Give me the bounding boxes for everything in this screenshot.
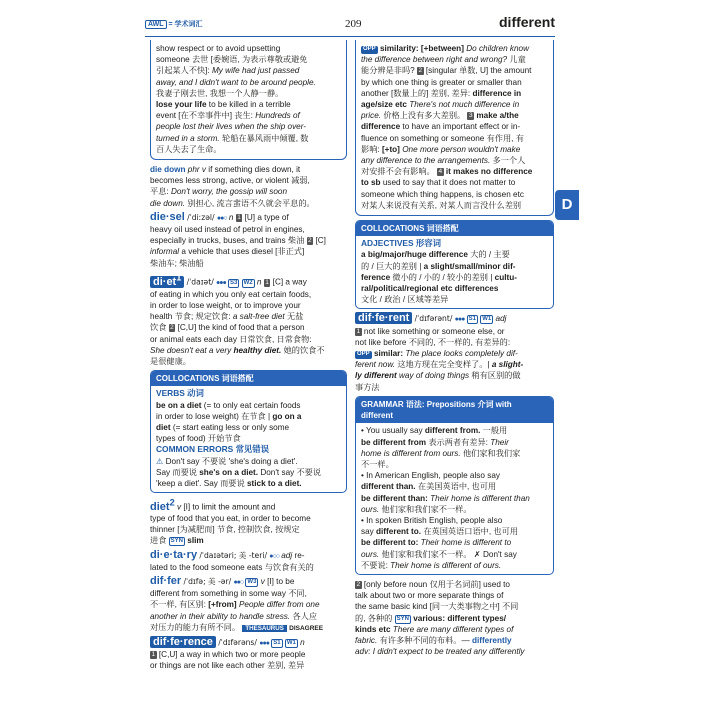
definition: [C] a way [272, 277, 307, 287]
bullet-icon: • [361, 471, 364, 481]
grammar-form: different to. [376, 527, 422, 537]
error-note: Don't say 不要说 [260, 467, 322, 477]
example: The place looks completely dif- [405, 349, 518, 359]
thesaurus-link[interactable]: DISAGREE [289, 624, 324, 632]
definition: by which one thing is greater or smaller than [361, 77, 522, 87]
definition: fluence on something or someone 有作用, 有 [361, 133, 524, 143]
correct-form: stick to a diet. [246, 478, 302, 488]
translation: 能分辨是非吗? [361, 66, 415, 76]
example: way of doing things [399, 371, 470, 381]
example: home is different from ours. [361, 448, 461, 458]
entry-difference [150, 637, 347, 672]
grammar-pattern: [+between] [420, 44, 464, 53]
opposite-badge: OPP [357, 351, 370, 358]
frequency-dots-icon: ●●● [454, 316, 465, 324]
translation: 文化 / 政治 / 区域等差异 [361, 295, 449, 305]
definition: thinner [为减肥而] 节食, 控制饮食, 按规定 [150, 525, 300, 535]
definition: types of food) 开始节食 [156, 434, 241, 444]
example: My wife had just passed [211, 66, 300, 76]
translation: 各人应 [292, 611, 318, 621]
opposite-word[interactable]: similarity: [379, 44, 419, 53]
collocation: different types/ [447, 613, 507, 623]
phrase: difference [361, 122, 401, 132]
translation: 价格上没有多大差别。 [383, 111, 466, 121]
spoken-frequency-badge: S3 [230, 279, 238, 286]
definition: another [数量上的] 差别, 差异: [361, 88, 471, 98]
translation: 儿童 [509, 55, 526, 65]
synonym[interactable]: slim [187, 536, 204, 546]
text: 引起某人不快]: [156, 66, 210, 76]
translation: 柴油车; 柴油船 [150, 258, 204, 268]
sense-number: 1 [151, 651, 156, 659]
warning-icon: ⚠ [156, 456, 164, 466]
example: turned in a storm. [156, 133, 220, 143]
definition: in order to lose weight) 在节食 | [156, 411, 271, 421]
example: ferent now. [355, 360, 396, 370]
pronunciation: /ˈdɪfə; 美 -ər/ [183, 577, 232, 587]
example: ours. [361, 504, 380, 514]
entry-diesel [150, 212, 347, 269]
page-number: 209 [345, 18, 362, 30]
part-of-speech: n [300, 638, 305, 648]
collocation: difference in [472, 88, 522, 98]
grammar-note: In American English, people also say [366, 471, 500, 481]
entry-diet1 [150, 272, 347, 367]
translation: 的 / 巨大的差别 | [361, 261, 422, 271]
text-line: someone 去世 [委婉语, 为表示尊敬或避免 [156, 55, 308, 65]
register-label: informal [150, 247, 180, 257]
definition: used to say that it does not matter to [382, 178, 516, 188]
example-collocation: ly different [355, 371, 397, 381]
pronunciation: /ˈdɪfərənt/ [414, 314, 453, 324]
translation: 轮船在暴风雨中倾覆, 数 [222, 133, 309, 143]
translation: 这地方现在完全变样了。| [397, 360, 490, 370]
written-frequency-badge: W1 [286, 640, 296, 647]
frequency-dots-icon: ●●○ [233, 579, 244, 587]
collocation: cultu- [494, 272, 517, 282]
part-of-speech: v [260, 577, 265, 587]
grammar-title-line: GRAMMAR 语法: Prepositions 介词 with [361, 399, 512, 409]
headword[interactable]: dif·fer [150, 575, 182, 588]
headword[interactable]: dif·fe·rence [150, 636, 216, 648]
opposite-word[interactable]: similar: [373, 349, 404, 359]
definition: different from something in some way 不同, [150, 589, 307, 599]
part-of-speech: adj [281, 550, 293, 560]
definition: lated to the food someone eats 与饮食有关的 [150, 562, 314, 572]
bullet-icon: • [361, 426, 364, 436]
example: One more person wouldn't make [402, 144, 521, 154]
definition: the same basic kind [同一大类事物之中] 不同 [355, 602, 519, 612]
grammar-code: [only before noun 仅用于名词前] used to [363, 579, 510, 589]
sense-number: 3 [468, 112, 473, 120]
definition: (= start eating less or only some [172, 422, 290, 432]
translation: 事方法 [355, 382, 380, 392]
example: die down. [150, 198, 186, 208]
translation: 对压力的能力有所不同。 [150, 622, 241, 632]
headword[interactable]: die down [150, 165, 186, 175]
translation: 百人失去了生命。 [156, 144, 222, 154]
pronunciation: /ˈdaɪət/ [186, 277, 214, 287]
definition: not like before 不同的, 不一样的, 有差异的: [355, 337, 511, 347]
thesaurus-badge: THESAURUS [242, 625, 287, 633]
homograph-number: 1 [176, 271, 182, 282]
collocation: diet [156, 422, 171, 432]
example-collocation: healthy diet. [233, 345, 282, 355]
definition: [C,U] a way in which two or more people [158, 650, 306, 660]
translation: 的, 各种的 [355, 613, 393, 623]
frequency-dots-icon: ●●○ [216, 214, 227, 222]
pronunciation: /ˈdaɪətəri; 美 -teri/ [199, 550, 267, 560]
frequency-dots-icon: ●●● [259, 640, 269, 648]
difference-continued-panel [355, 40, 554, 216]
definition: of eating in which you only eat certain foods, [150, 289, 312, 299]
awl-label: = 学术词汇 [168, 21, 203, 28]
synonym-badge: SYN [170, 538, 184, 545]
collocation: age/size etc [361, 100, 407, 110]
translation: 无盐 [287, 312, 304, 322]
pronunciation: /ˈdiːzəl/ [187, 212, 215, 222]
awl-tag: AWL [145, 20, 167, 29]
homograph-number: 2 [169, 497, 175, 508]
grammar-pattern: [+from] [208, 600, 237, 610]
translation: 对某人来说没有关系, 对某人而言没什么差别 [361, 200, 522, 210]
example: Don't worry, the gossip will soon [170, 187, 288, 197]
definition: [C,U] the kind of food that a person [177, 323, 305, 333]
collocation: a big/major/huge difference [361, 250, 468, 260]
translation: 有许多种不同的布料。— [379, 635, 470, 645]
example: Do children know [466, 44, 530, 53]
definition: heavy oil used instead of petrol in engines, [150, 225, 305, 235]
example: a salt-free diet [232, 312, 285, 322]
example: Their home is different to [420, 538, 512, 548]
example-collocation: a slight- [491, 360, 524, 370]
headword[interactable]: di·e·ta·ry [150, 548, 198, 561]
incorrect-example: Their home is different of ours. [390, 560, 502, 570]
error-note: 不要说: [361, 560, 388, 570]
frequency-dots-icon: ●○○ [269, 552, 279, 560]
definition: becomes less strong, active, or violent 减弱, [150, 176, 310, 186]
collocation: kinds etc [355, 624, 391, 634]
grammar-form: be different to: [361, 538, 419, 548]
entry-different [355, 313, 554, 392]
collocation: ral/political/regional etc differences [361, 284, 499, 294]
thumb-index-tab[interactable]: D [555, 190, 579, 220]
text-line: show respect or to avoid upsetting [156, 44, 281, 53]
awl-legend [145, 19, 203, 29]
definition: to be killed in a terrible [208, 100, 291, 110]
part-of-speech: adj [495, 314, 507, 324]
translation: 别担心, 流言蜚语不久就会平息的。 [187, 198, 315, 208]
entry-differ [150, 576, 347, 634]
headword[interactable] [150, 271, 184, 288]
frequency-dots-icon: ●●● [216, 279, 226, 287]
phrase: lose your life [156, 100, 207, 110]
definition: in order to lose weight, or to improve your [150, 300, 301, 310]
written-frequency-badge: W3 [247, 579, 257, 586]
definition: or animal eats each day 日常饮食, 日常食物: [150, 334, 312, 344]
definition: or things are not like each other 差别, 差异 [150, 661, 305, 671]
part-of-speech: n [228, 212, 234, 222]
definition: [U] a type of [244, 212, 289, 222]
guide-word: different [499, 14, 555, 30]
phrase: it makes no difference [445, 167, 533, 177]
sense-number: 1 [356, 327, 361, 335]
grammar-title-line: different [361, 411, 393, 421]
translation: 不一样, 有区别: [150, 600, 206, 610]
example: Hundreds of [255, 111, 300, 121]
error-note: Don't say 不要说 'she's doing a diet'. [165, 456, 298, 466]
translation: 稍有区别的做 [471, 371, 521, 381]
translation: 是很健康。 [150, 356, 191, 366]
definition: [I] to be [267, 577, 295, 587]
collocation: go on a [272, 411, 302, 421]
definition: type of food that you eat, in order to become [150, 514, 311, 524]
grammar-note: You usually say [366, 426, 423, 436]
spoken-frequency-badge: S1 [468, 316, 476, 323]
entry-different-sense-2 [355, 579, 554, 657]
error-note: ✗ Don't say [473, 549, 517, 559]
sense-number: 2 [170, 324, 174, 332]
example: Their [490, 437, 509, 447]
grammar-note: say [361, 527, 374, 537]
collocations-box-difference [355, 220, 554, 309]
example: people lost their lives when the ship over- [156, 122, 307, 132]
definition: someone which thing happens, is chosen etc [361, 189, 524, 199]
example: ours. [361, 549, 380, 559]
translation: 一般用 [482, 426, 508, 436]
definition: (= to only eat certain foods [203, 400, 301, 410]
definition: [I] to limit the amount and [183, 502, 276, 512]
example: There are many different types of [392, 624, 514, 634]
error-note: Say 而要说 [156, 467, 197, 477]
common-errors-subhead: COMMON ERRORS 常见错误 [156, 444, 270, 455]
collocation: ference [361, 272, 391, 282]
definition: not like something or someone else, or [363, 326, 505, 336]
correct-form: she's on a diet. [199, 467, 259, 477]
translation: 在英国英语口语中, 也可用 [423, 527, 518, 537]
phrase: to sb [361, 178, 381, 188]
definition: to have an important effect or in- [402, 122, 521, 132]
grammar-form: different than. [361, 482, 416, 492]
written-frequency-badge: W1 [482, 316, 492, 323]
part-of-speech: v [176, 502, 182, 512]
right-column [355, 40, 554, 660]
headword-text: diet [150, 500, 170, 513]
collocations-subhead: ADJECTIVES 形容词 [361, 238, 442, 249]
translation: 我妻子刚去世, 我想一个人静一静。 [156, 88, 284, 98]
sense-number: 1 [237, 213, 241, 221]
translation: 进食 [150, 536, 167, 546]
example: any difference to the arrangements. [361, 156, 491, 166]
entry-diet2 [150, 497, 347, 546]
synonym[interactable]: various: [413, 613, 446, 623]
sense-number: 2 [418, 67, 423, 75]
headword[interactable]: dif·fe·rent [355, 312, 412, 324]
definition: talk about two or more separate things of [355, 591, 504, 601]
definition: [singular 单数, U] the amount [425, 66, 532, 76]
spoken-frequency-badge: S1 [273, 640, 281, 647]
written-frequency-badge: W2 [243, 279, 253, 286]
translation: 不一样。 [361, 459, 394, 469]
translation: 他们家和我们家 [462, 448, 521, 458]
translation: 大的 / 主要 [470, 250, 510, 260]
example: price. [361, 111, 382, 121]
opposite-badge: OPP [363, 46, 376, 52]
example: There's not much difference in [409, 100, 520, 110]
grammar-form: be different than: [361, 493, 428, 503]
collocations-box-diet [150, 370, 347, 493]
translation: 在美国英语中, 也可用 [417, 482, 497, 492]
translation: 多一个人 [492, 156, 526, 166]
collocations-title: COLLOCATIONS 词语搭配 [151, 371, 346, 386]
part-of-speech: phr v [187, 165, 206, 175]
grammar-code: [C] [315, 236, 326, 246]
collocation: be on a diet [156, 400, 202, 410]
headword-text: di·et [153, 275, 177, 288]
left-column [150, 40, 347, 675]
header-rule [145, 36, 555, 37]
definition: if something dies down, it [208, 165, 301, 175]
part-of-speech: n [256, 277, 262, 287]
example: another in their ability to handle stress. [150, 611, 291, 621]
translation: 表示两者有差异: [428, 437, 488, 447]
example: fabric. [355, 635, 378, 645]
grammar-form: be different from [361, 437, 427, 447]
translation: 微小的 / 小的 / 较小的差别 | [392, 272, 493, 282]
example: People differ from one [238, 600, 320, 610]
translation: 影响: [361, 144, 380, 154]
translation: 平息: [150, 187, 169, 197]
example: I didn't expect to be treated any differently [372, 647, 525, 657]
definition: event [在不幸事件中] 丧生: [156, 111, 253, 121]
translation: 她的饮食不 [283, 345, 325, 355]
derived-word[interactable]: differently [471, 635, 512, 645]
sense-number: 4 [438, 168, 443, 176]
continued-panel [150, 40, 347, 160]
translation: 对安排不会有影响。 [361, 167, 435, 177]
error-note: 'keep a diet'. Say 而要说 [156, 478, 245, 488]
definition: a vehicle that uses diesel [非正式] [181, 247, 305, 257]
pronunciation: /ˈdɪfərəns/ [218, 638, 257, 648]
grammar-title [356, 397, 553, 423]
example: away, and I didn't want to be around people. [156, 77, 316, 87]
part-of-speech: adv: [355, 647, 371, 657]
translation: 他们家和我们家不一样。 [381, 549, 472, 559]
definition: especially in trucks, buses, and trains 柴油 [150, 236, 305, 246]
translation: health 节食; 规定饮食: [150, 312, 231, 322]
phrase: make a/the [476, 111, 519, 121]
headword[interactable] [150, 497, 175, 513]
grammar-form: different from. [424, 426, 481, 436]
definition: re- [294, 550, 305, 560]
headword[interactable]: die·sel [150, 210, 185, 223]
collocations-title: COLLOCATIONS 词语搭配 [356, 221, 553, 236]
sense-number: 2 [308, 237, 312, 245]
example: the difference between right and wrong? [361, 55, 508, 65]
sense-number: 1 [265, 278, 269, 286]
example: Their home is different than [430, 493, 530, 503]
grammar-note: In spoken British English, people also [366, 515, 503, 525]
entry-die-down [150, 164, 347, 209]
collocations-subhead: VERBS 动词 [156, 388, 204, 399]
translation: 饮食 [150, 323, 167, 333]
sense-number: 2 [356, 580, 361, 588]
entry-dietary [150, 550, 347, 573]
page-header [145, 16, 555, 36]
example: She doesn't eat a very [150, 345, 232, 355]
translation: 他们家和我们家不一样。 [381, 504, 472, 514]
bullet-icon: • [361, 515, 364, 525]
grammar-pattern: [+to] [381, 144, 400, 154]
grammar-box [355, 396, 554, 575]
synonym-badge: SYN [396, 615, 409, 622]
collocation: a slight/small/minor dif- [423, 261, 516, 271]
